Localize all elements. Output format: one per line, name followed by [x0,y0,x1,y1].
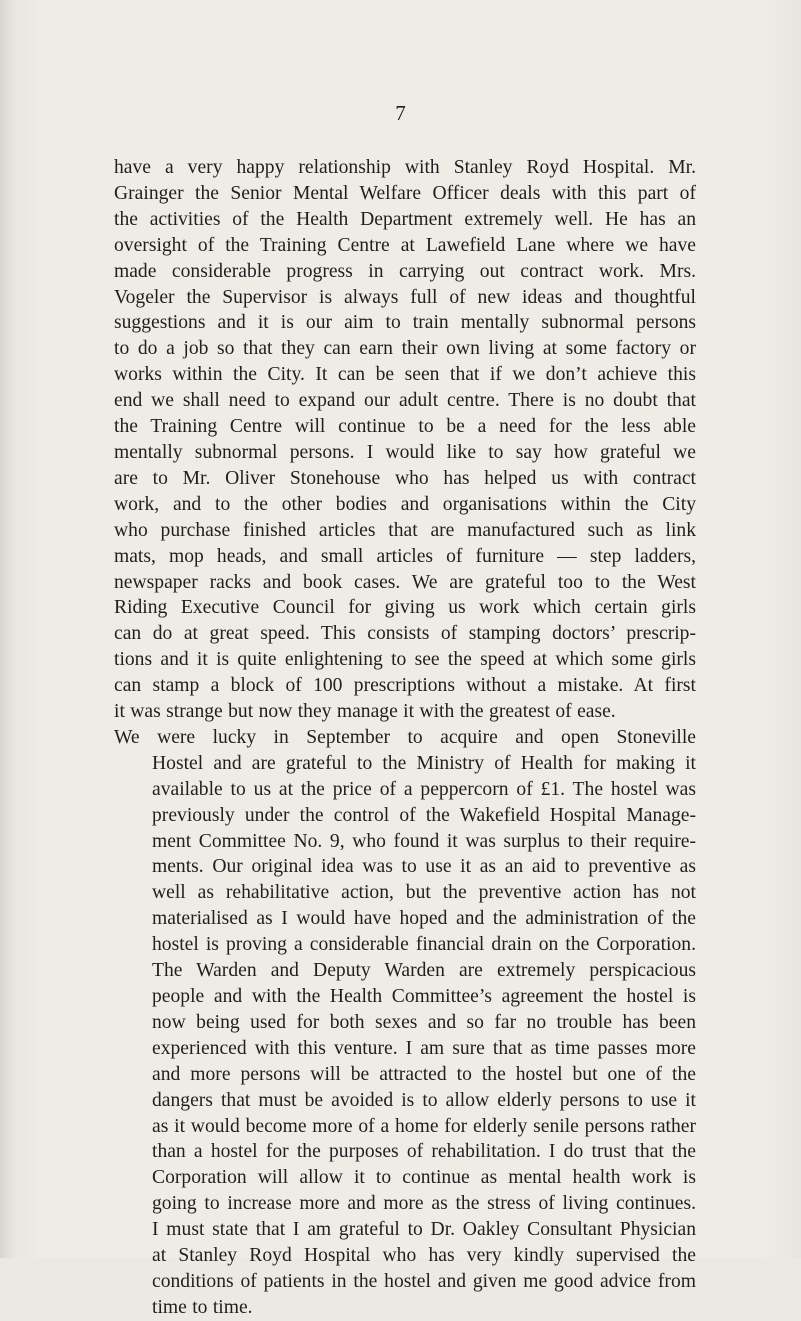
text-line: the activities of the Health Department extremely well. He has an [114,208,696,230]
text-line: are to Mr. Oliver Stonehouse who has helped us with contract [114,467,696,489]
text-line: time to time. [152,1296,253,1318]
text-line: works within the City. It can be seen that if we don’t achieve this [114,364,696,386]
text-line: suggestions and it is our aim to train mentally subnormal persons [114,312,696,334]
paragraph-1 [114,155,696,725]
text-line: materialised as I would have hoped and the administration of the [152,908,696,930]
text-line: made considerable progress in carrying out contract work. Mrs. [114,260,696,282]
text-line: the Training Centre will continue to be a need for the less able [114,416,696,438]
text-line: hostel is proving a considerable financial drain on the Corporation. [152,934,696,956]
text-line: at Stanley Royd Hospital who has very kindly supervised the [152,1245,696,1267]
text-line: Hostel and are grateful to the Ministry of Health for making it [152,752,696,774]
body-text [114,155,696,1321]
text-line: have a very happy relationship with Stanley Royd Hospital. Mr. [114,157,696,178]
page-number: 7 [395,101,406,125]
text-line: I must state that I am grateful to Dr. Oakley Consultant Physician [152,1219,696,1241]
text-line: as it would become more of a home for elderly senile persons rather [152,1115,696,1137]
text-line: oversight of the Training Centre at Lawefield Lane where we have [114,234,696,256]
text-line: mats, mop heads, and small articles of furniture — step ladders, [114,545,696,567]
text-line: can do at great speed. This consists of stamping doctors’ prescrip- [114,623,696,645]
text-line: to do a job so that they can earn their own living at some factory or [114,338,696,360]
text-line: newspaper racks and book cases. We are grateful too to the West [114,571,696,593]
paragraph-2 [114,725,696,1321]
text-line: The Warden and Deputy Warden are extremely perspicacious [152,960,696,982]
text-line: work, and to the other bodies and organisations within the City [114,493,696,515]
text-line: Grainger the Senior Mental Welfare Officer deals with this part of [114,182,696,204]
text-line: end we shall need to expand our adult centre. There is no doubt that [114,390,696,412]
text-line: mentally subnormal persons. I would like to say how grateful we [114,441,696,463]
text-line: who purchase finished articles that are manufactured such as link [114,519,696,541]
text-line: experienced with this venture. I am sure that as time passes more [152,1037,696,1059]
text-line: dangers that must be avoided is to allow elderly persons to use it [152,1089,696,1111]
text-line: We were lucky in September to acquire and open Stoneville [114,726,696,748]
text-line: Riding Executive Council for giving us work which certain girls [114,597,696,619]
text-line: conditions of patients in the hostel and given me good advice from [152,1270,696,1292]
text-line: ments. Our original idea was to use it as an aid to preventive as [152,856,696,878]
text-line: Corporation will allow it to continue as mental health work is [152,1167,696,1189]
text-line: can stamp a block of 100 prescriptions without a mistake. At first [114,675,696,697]
text-line: Vogeler the Supervisor is always full of new ideas and thoughtful [114,286,696,308]
text-line: well as rehabilitative action, but the preventive action has not [152,882,696,904]
text-line: than a hostel for the purposes of rehabilitation. I do trust that the [152,1141,696,1163]
text-line: it was strange but now they manage it with the greatest of ease. [114,701,616,723]
text-line: ment Committee No. 9, who found it was surplus to their require- [152,830,696,852]
text-line: people and with the Health Committee’s agreement the hostel is [152,986,696,1007]
text-line: now being used for both sexes and so far no trouble has been [152,1011,696,1033]
text-line: tions and it is quite enlightening to see the speed at which some girls [114,649,696,671]
text-line: previously under the control of the Wakefield Hospital Manage- [152,804,696,826]
text-line: and more persons will be attracted to the hostel but one of the [152,1063,696,1085]
text-line: going to increase more and more as the stress of living continues. [152,1193,696,1215]
text-line: available to us at the price of a peppercorn of £1. The hostel was [152,778,696,800]
